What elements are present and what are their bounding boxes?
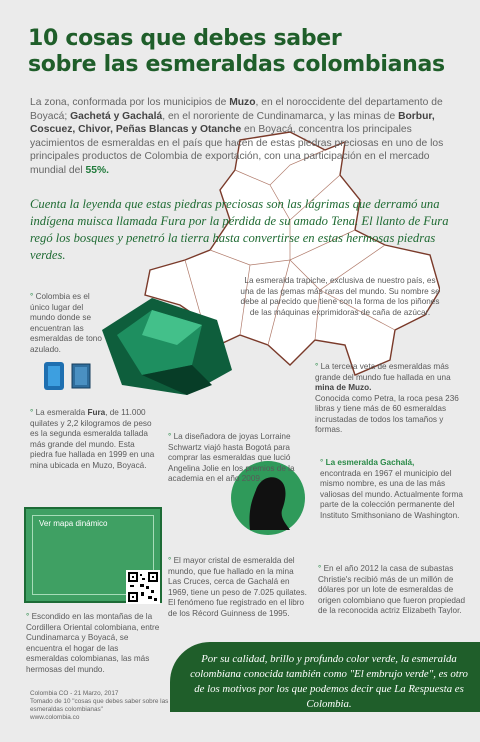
footer-url[interactable]: www.colombia.co [30,714,80,721]
blue-gem-icon [42,360,66,392]
fact-fura-text: , de 11.000 quilates y 2,2 kilogramos de peso es la segunda esmeralda tallada más grande del mundo. Esta piedra fue hallada en 1999 en una mina ubicada en Muzo, Boyacá. [30,408,155,470]
intro-gacheta-gachala: Gachetá y Gachalá [70,110,163,122]
page-title [28,26,468,78]
map-link-label: Ver mapa dinámico [39,519,108,528]
fact-schwartz [168,432,306,485]
fact-gachala [320,458,465,521]
title-line-2: sobre las esmeraldas colombianas [28,52,445,77]
intro-paragraph [30,96,466,177]
fact-cristal [168,556,308,619]
fact-gachala-title: La esmeralda Gachalá, [325,458,415,467]
legend-quote: Cuenta la leyenda que estas piedras preciosas son las lágrimas que derramó una indígena muisca llamada Fura por la pérdida de su amado Tena. El llanto de Fura regó los bosques y penetró la tierra hasta convertirse en estas hermosas piedras verdes. [30,197,449,262]
fact-tercera-text: La tercera veta de esmeraldas más grande del mundo fue hallada en una [315,362,451,382]
fact-christies-text: En el año 2012 la casa de subastas Christie's recibió más de un millón de dólares por un lote de esmeraldas de origen colombiano que fueron propiedad de la reconocida actriz Elizabeth Taylor. [318,564,466,615]
fact-trapiche: La esmeralda trapiche, exclusiva de nuestro país, es una de las gemas más raras del mundo. Su nombre se debe al parecido que tiene con la forma de los piñones de las máquinas exprimidoras de caña de azúcar. [240,276,440,317]
fact-azulado [30,292,110,355]
blue-gem-icon [70,362,92,390]
bullet-dot: ° [318,564,322,573]
footer-source: Tomado de 10 "cosas que debes saber sobre las esmeraldas colombianas" [30,698,169,713]
intro-minas: Borbur, Coscuez, Chivor, Peñas Blancas y Otanche [30,110,435,135]
footer-credits [30,690,180,722]
fact-cordillera-text: Escondido en las montañas de la Cordillera Oriental colombiana, entre Cundinamarca y Boyacá, se encuentra el hogar de las esmeraldas colombianas, las más hermosas del mundo. [26,612,160,674]
qr-code-icon[interactable] [126,570,160,604]
fact-schwartz-text: La diseñadora de joyas Lorraine Schwartz viajó hasta Bogotá para comprar las esmeraldas que lució Angelina Jolie en los premios de la academia en el año 2009. [168,432,295,483]
fact-azulado-text: Colombia es el único lugar del mundo donde se encuentran las esmeraldas de tono azulado. [30,292,102,354]
bullet-dot: ° [30,292,34,301]
fact-gachala-text: encontrada en 1967 el municipio del mismo nombre, es una de las más valiosas del mundo. Actualmente forma parte de la colección permanente del Instituto Smithsoniano de Washington. [320,468,463,520]
intro-percentage: 55%. [85,164,110,176]
bullet-dot: ° [30,408,34,417]
emerald-crystal-image [92,290,242,400]
closing-banner [170,642,480,712]
fact-fura-text: La esmeralda [35,408,88,417]
bullet-dot: ° [320,458,324,467]
closing-text: Por su calidad, brillo y profundo color verde, la esmeralda colombiana conocida también como "El embrujo verde", es otro de los motivos por los que podemos decir que La Respuesta es Colombia. [190,653,468,710]
title-line-1: 10 cosas que debes saber [28,26,342,51]
intro-text: , en el noroccidente del departamento de Boyacá; [30,97,443,122]
intro-text: La zona, conformada por los municipios de [30,97,230,108]
intro-text: en Boyacá, concentra los principales yacimientos de esmeraldas en el país que hacen de estas piedras preciosas en uno de los principales productos de Colombia de exportación, con una participación en el mercado mundial del [30,124,444,176]
bullet-dot: ° [168,556,172,565]
fact-tercera-detail: Conocida como Petra, la roca pesa 236 libras y tiene más de 60 esmeraldas incrustadas de todos los tamaños y formas. [315,393,459,434]
intro-muzo: Muzo [229,97,256,108]
fact-fura-name: Fura [87,408,106,417]
intro-text: , en el nororiente de Cundinamarca, y las minas de [162,110,399,122]
footer-date: Colombia CO - 21 Marzo, 2017 [30,690,119,697]
bullet-dot: ° [26,612,30,621]
fact-christies [318,564,466,617]
bullet-dot: ° [168,432,172,441]
fact-cordillera [26,612,162,675]
fact-tercera-veta [315,362,465,436]
bullet-dot: ° [315,362,319,371]
fact-tercera-muzo: mina de Muzo. [315,383,372,392]
fact-cristal-text: El mayor cristal de esmeralda del mundo, que fue hallado en la mina Las Cruces, cerca de Gachalá en 1969, tiene un peso de 7.025 quilates. El fenómeno fue registrado en el libro de los Récord Guinness de 1995. [168,556,307,618]
fact-fura [30,408,158,471]
